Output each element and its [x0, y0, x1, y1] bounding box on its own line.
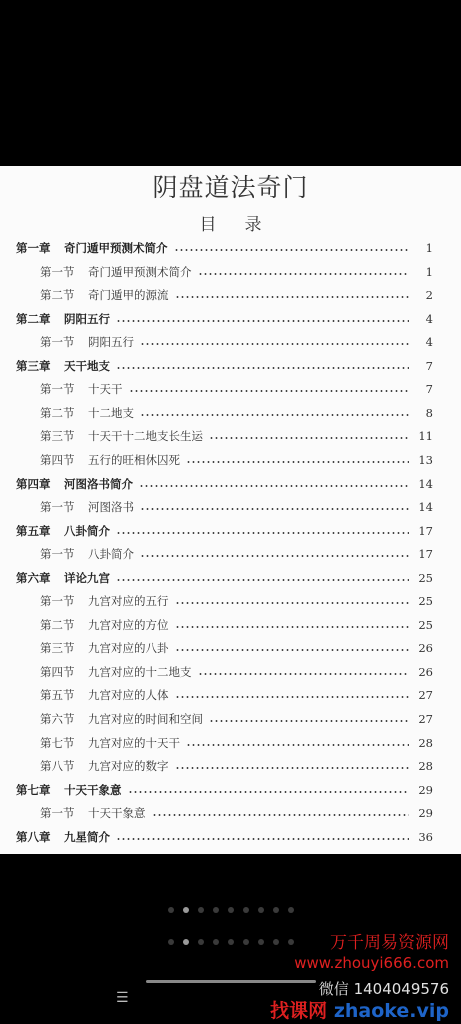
toc-entry-title: 九宫对应的十天干: [88, 735, 180, 750]
toc-entry-number: 第一节: [40, 335, 75, 350]
toc-entry-title: 八卦简介: [64, 523, 110, 538]
toc-entry-label: [0, 334, 134, 350]
toc-leader-dots: [116, 838, 409, 840]
toc-page-number: 29: [418, 806, 433, 821]
toc-page-number: 25: [418, 594, 433, 609]
toc-entry-number: 第三章: [16, 358, 51, 373]
toc-entry-label: [0, 499, 134, 515]
toc-entry-label: [0, 240, 168, 256]
toc-entry-label: [0, 428, 203, 444]
toc-entry-title: 十二地支: [88, 405, 134, 420]
toc-entry-label: [0, 287, 169, 303]
toc-entry-number: 第五节: [40, 688, 75, 703]
toc-entry-title: 河图洛书: [88, 500, 134, 515]
page-dot[interactable]: [228, 939, 234, 945]
toc-entry-number: 第一章: [16, 241, 51, 255]
page-dot[interactable]: [168, 907, 174, 913]
toc-entry-label: [0, 358, 110, 374]
toc-leader-dots: [186, 461, 409, 463]
toc-entry-title: 天干地支: [64, 358, 110, 373]
toc-entry-title: 九宫对应的八卦: [88, 641, 169, 656]
page-dot[interactable]: [183, 907, 189, 913]
toc-section-row[interactable]: [0, 450, 461, 470]
watermark-url: www.zhouyi666.com: [294, 954, 449, 972]
toc-leader-dots: [116, 367, 409, 369]
toc-entry-number: 第一节: [40, 547, 75, 562]
toc-entry-label: [0, 805, 146, 821]
toc-page-number: 2: [425, 288, 433, 303]
toc-entry-title: 河图洛书简介: [64, 476, 133, 491]
page-dot[interactable]: [168, 939, 174, 945]
toc-leader-dots: [139, 485, 409, 487]
toc-chapter-row[interactable]: [0, 827, 461, 847]
toc-page-number: 17: [418, 547, 433, 562]
toc-entry-label: [0, 476, 133, 492]
toc-chapter-row[interactable]: [0, 474, 461, 494]
toc-page-number: 27: [418, 712, 433, 726]
toc-entry-label: [0, 640, 169, 656]
toc-section-row[interactable]: [0, 685, 461, 705]
toc-entry-title: 奇门遁甲预测术简介: [64, 241, 168, 255]
toc-entry-title: 九星简介: [64, 829, 110, 844]
toc-entry-label: [0, 758, 169, 774]
toc-chapter-row[interactable]: [0, 568, 461, 588]
toc-leader-dots: [140, 555, 409, 557]
toc-page-number: 4: [425, 335, 433, 350]
toc-entry-label: [0, 735, 180, 751]
toc-page-number: 25: [418, 617, 433, 632]
toc-entry-label: [0, 664, 192, 680]
toc-page-number: 8: [425, 405, 433, 420]
toc-entry-label: [0, 687, 169, 703]
toc-entry-label: [0, 264, 192, 280]
toc-entry-number: 第八章: [16, 829, 51, 844]
toc-entry-number: 第二节: [40, 617, 75, 632]
toc-entry-title: 八卦简介: [88, 547, 134, 562]
toc-section-row[interactable]: [0, 615, 461, 635]
toc-leader-dots: [174, 249, 410, 251]
toc-chapter-row[interactable]: [0, 521, 461, 541]
toc-section-row[interactable]: [0, 709, 461, 729]
toc-section-row[interactable]: [0, 662, 461, 682]
toc-entry-title: 奇门遁甲预测术简介: [88, 264, 192, 279]
toc-entry-title: 十天干: [88, 382, 123, 397]
toc-page-number: 14: [418, 500, 433, 515]
toc-leader-dots: [198, 673, 410, 675]
toc-entry-number: 第一节: [40, 806, 75, 821]
toc-leader-dots: [175, 767, 410, 769]
toc-entry-label: [0, 782, 122, 798]
document-title: 阴盘道法奇门: [152, 173, 309, 202]
toc-leader-dots: [175, 602, 410, 604]
page-dot[interactable]: [213, 907, 219, 913]
toc-entry-label: [0, 405, 134, 421]
watermark-brand-url: zhaoke.vip: [333, 1000, 449, 1022]
page-dot[interactable]: [243, 907, 249, 913]
toc-page-number: 26: [418, 641, 433, 656]
toc-page-number: 29: [418, 782, 433, 797]
toc-page-number: 13: [418, 452, 433, 467]
toc-section-row[interactable]: [0, 803, 461, 823]
toc-leader-dots: [186, 744, 409, 746]
toc-section-row[interactable]: [0, 285, 461, 305]
toc-page-number: 14: [418, 476, 433, 491]
toc-entry-label: [0, 311, 110, 327]
toc-entry-number: 第二节: [40, 405, 75, 420]
page-dot[interactable]: [288, 907, 294, 913]
toc-section-row[interactable]: [0, 756, 461, 776]
toc-entry-number: 第三节: [40, 429, 75, 444]
page-indicator[interactable]: [0, 907, 461, 913]
toc-leader-dots: [175, 696, 410, 698]
page-dot[interactable]: [258, 907, 264, 913]
page-dot[interactable]: [198, 939, 204, 945]
toc-entry-title: 十天干十二地支长生运: [88, 429, 203, 444]
page-dot[interactable]: [258, 939, 264, 945]
toc-section-row[interactable]: [0, 426, 461, 446]
toc-page-number: 11: [418, 429, 433, 444]
toc-section-row[interactable]: [0, 544, 461, 564]
document-page: [0, 166, 461, 854]
toc-page-number: 7: [425, 382, 433, 397]
toc-entry-label: [0, 381, 123, 397]
toc-page-number: 25: [418, 570, 433, 585]
toc-entry-number: 第四节: [40, 452, 75, 467]
toc-leader-dots: [140, 508, 409, 510]
toc-entry-title: 九宫对应的人体: [88, 688, 169, 703]
toc-leader-dots: [175, 649, 410, 651]
toc-entry-number: 第八节: [40, 759, 75, 774]
toc-entry-number: 第一节: [40, 264, 75, 279]
toc-leader-dots: [175, 626, 410, 628]
toc-entry-title: 九宫对应的时间和空间: [88, 712, 203, 726]
page-dot[interactable]: [273, 939, 279, 945]
toc-page-number: 1: [425, 264, 433, 279]
toc-entry-title: 九宫对应的方位: [88, 617, 169, 632]
toc-heading: 目录: [199, 215, 290, 235]
toc-chapter-row[interactable]: [0, 356, 461, 376]
toc-page-number: 4: [425, 311, 433, 326]
toc-entry-label: [0, 829, 110, 845]
toc-entry-title: 阴阳五行: [64, 311, 110, 326]
toc-section-row[interactable]: [0, 591, 461, 611]
watermark-wechat: 微信 1404049576: [318, 980, 449, 998]
toc-entry-title: 十天干象意: [64, 782, 122, 797]
toc-leader-dots: [129, 390, 410, 392]
toc-leader-dots: [140, 414, 409, 416]
toc-leader-dots: [128, 791, 410, 793]
page-dot[interactable]: [273, 907, 279, 913]
toc-entry-label: [0, 523, 110, 539]
toc-entry-number: 第二节: [40, 288, 75, 303]
toc-section-row[interactable]: [0, 497, 461, 517]
toc-entry-number: 第五章: [16, 523, 51, 538]
toc-entry-number: 第六节: [40, 712, 75, 726]
toc-section-row[interactable]: [0, 332, 461, 352]
toc-entry-title: 九宫对应的十二地支: [88, 664, 192, 679]
page-dot[interactable]: [213, 939, 219, 945]
toc-entry-label: [0, 570, 110, 586]
watermark-brand: [270, 996, 449, 1023]
toc-entry-title: 奇门遁甲的源流: [88, 288, 169, 303]
toc-leader-dots: [198, 273, 410, 275]
toc-page-number: 17: [418, 523, 433, 538]
toc-section-row[interactable]: [0, 379, 461, 399]
toc-entry-title: 十天干象意: [88, 806, 146, 821]
watermark-site-name: 万千周易资源网: [330, 933, 449, 953]
toc-chapter-row[interactable]: [0, 309, 461, 329]
toc-entry-number: 第七章: [16, 782, 51, 797]
home-indicator[interactable]: [146, 980, 316, 983]
toc-leader-dots: [116, 320, 409, 322]
toc-entry-title: 阴阳五行: [88, 335, 134, 350]
toc-leader-dots: [209, 437, 409, 439]
toc-page-number: 28: [418, 735, 433, 750]
toc-entry-label: [0, 593, 169, 609]
page-dot[interactable]: [288, 939, 294, 945]
toc-entry-title: 九宫对应的五行: [88, 594, 169, 609]
toc-entry-number: 第七节: [40, 735, 75, 750]
toc-page-number: 26: [418, 664, 433, 679]
toc-entry-number: 第三节: [40, 641, 75, 656]
toc-page-number: 28: [418, 759, 433, 774]
toc-entry-title: 五行的旺相休囚死: [88, 452, 180, 467]
toc-entry-label: [0, 617, 169, 633]
toc-page-number: 7: [425, 358, 433, 373]
menu-icon[interactable]: ☰: [116, 990, 129, 1006]
toc-leader-dots: [152, 814, 410, 816]
toc-section-row[interactable]: [0, 733, 461, 753]
toc-leader-dots: [116, 579, 409, 581]
page-dot[interactable]: [228, 907, 234, 913]
toc-entry-number: 第一节: [40, 382, 75, 397]
toc-entry-number: 第六章: [16, 570, 51, 585]
toc-entry-number: 第一节: [40, 500, 75, 515]
toc-page-number: 36: [418, 829, 433, 844]
toc-entry-number: 第一节: [40, 594, 75, 609]
page-dot[interactable]: [198, 907, 204, 913]
toc-entry-number: 第四章: [16, 476, 51, 491]
toc-chapter-row[interactable]: [0, 780, 461, 800]
toc-leader-dots: [116, 532, 409, 534]
toc-entry-label: [0, 452, 180, 468]
toc-entry-title: 详论九宫: [64, 570, 110, 585]
page-dot[interactable]: [183, 939, 189, 945]
toc-entry-number: 第二章: [16, 311, 51, 326]
toc-section-row[interactable]: [0, 262, 461, 282]
watermark-brand-cn: 找课网: [270, 1000, 328, 1022]
toc-page-number: 1: [425, 241, 433, 255]
toc-entry-number: 第四节: [40, 664, 75, 679]
toc-chapter-row[interactable]: [0, 238, 461, 258]
toc-leader-dots: [140, 343, 409, 345]
toc-section-row[interactable]: [0, 638, 461, 658]
toc-leader-dots: [209, 720, 409, 722]
toc-section-row[interactable]: [0, 403, 461, 423]
toc-entry-label: [0, 711, 203, 727]
page-dot[interactable]: [243, 939, 249, 945]
toc-leader-dots: [175, 296, 410, 298]
toc-page-number: 27: [418, 688, 433, 703]
toc-entry-title: 九宫对应的数字: [88, 759, 169, 774]
toc-entry-label: [0, 546, 134, 562]
